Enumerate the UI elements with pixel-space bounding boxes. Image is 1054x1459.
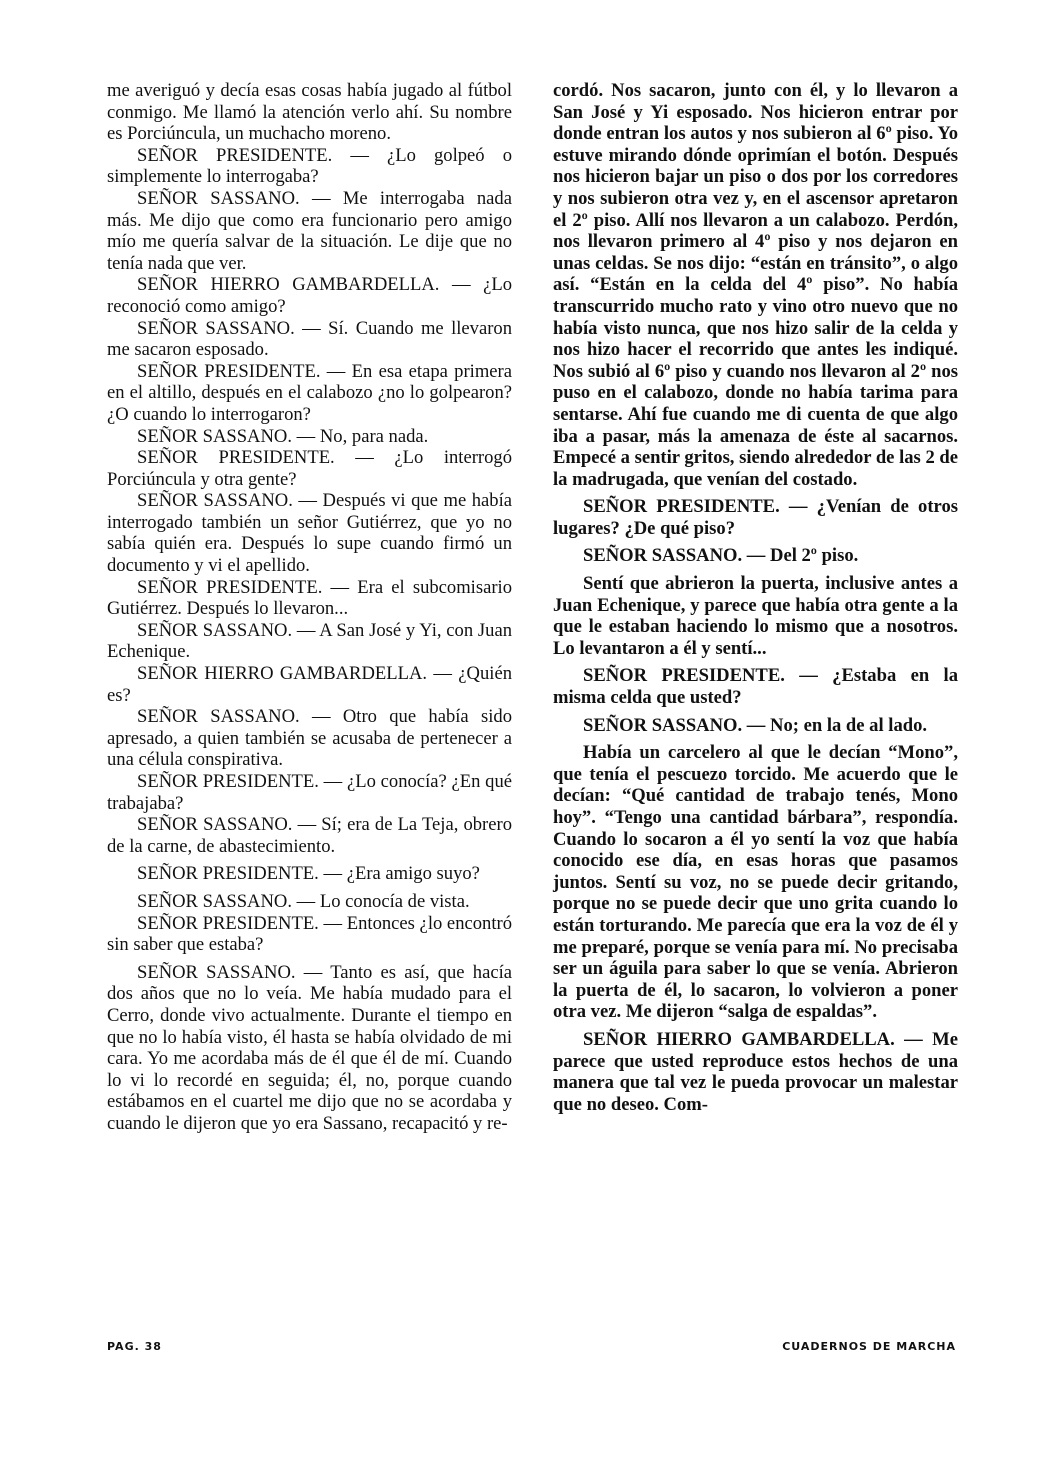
paragraph: Sentí que abrieron la puerta, inclusive antes a Juan Echenique, y parece que había otra gente a la que le estaban haciendo lo mismo que a nosotros. Lo levantaron a él y sentí...	[553, 573, 958, 659]
paragraph: SEÑOR PRESIDENTE. — ¿Estaba en la misma celda que usted?	[553, 665, 958, 709]
paragraph: cordó. Nos sacaron, junto con él, y lo llevaron a San José y Yi esposado. Nos hicieron entrar por donde entran los autos y nos subieron al 6º piso. Yo estuve mirando dónde oprimían el botón. Después nos hicieron bajar un piso o dos por los corredores y nos subieron otra vez y, en el ascensor apretaron el 2º piso. Allí nos llevaron a un calabozo. Perdón, nos llevaron primero al 4º piso y nos dejaron en unas celdas. Se nos dijo: “están en tránsito”, o algo así. “Están en la celda del 4º piso”. No había transcurrido mucho rato y vino otro nuevo que no había visto nunca, que nos hizo salir de la celda y nos hizo hacer el recorrido que antes les indiqué. Nos subió al 6º piso y cuando nos llevaron al 2º nos puso en el calabozo, donde no había tarima para sentarse. Ahí fue cuando me di cuenta de que algo iba a pasar, más la amenaza de éste al sacarnos. Empecé a sentir gritos, siendo alrededor de las 2 de la madrugada, que venían del costado.	[553, 80, 958, 490]
paragraph: SEÑOR HIERRO GAMBARDELLA. — ¿Lo reconoció como amigo?	[107, 274, 512, 317]
paragraph: SEÑOR HIERRO GAMBARDELLA. — Me parece que usted reproduce estos hechos de una manera que tal vez le pueda provocar un malestar que no deseo. Com-	[553, 1028, 958, 1115]
paragraph: SEÑOR PRESIDENTE. — ¿Lo interrogó Porciúncula y otra gente?	[107, 447, 512, 490]
left-column	[107, 80, 512, 1135]
paragraph: SEÑOR PRESIDENTE. — ¿Lo conocía? ¿En qué trabajaba?	[107, 771, 512, 814]
paragraph: SEÑOR SASSANO. — Sí; era de La Teja, obrero de la carne, de abastecimiento.	[107, 814, 512, 857]
paragraph: SEÑOR PRESIDENTE. — ¿Era amigo suyo?	[137, 863, 480, 885]
paragraph: SEÑOR SASSANO. — Me interrogaba nada más. Me dijo que como era funcionario pero amigo mío me quería salvar de la situación. Le dije que no tenía nada que ver.	[107, 187, 512, 274]
paragraph: SEÑOR PRESIDENTE. — Era el subcomisario Gutiérrez. Después lo llevaron...	[107, 576, 512, 620]
paragraph: SEÑOR SASSANO. — Tanto es así, que hacía dos años que no lo veía. Me había mudado para el Cerro, donde vivo actualmente. Durante el tiempo en que no lo había visto, él hasta se había olvidado de mi cara. Yo me acordaba más de él que él de mí. Cuando lo vi lo recordé en seguida; él, no, porque cuando estábamos en el cuartel me dijo que no se acordaba y cuando le dijeron que yo era Sassano, recapacitó y re-	[107, 961, 512, 1134]
paragraph: SEÑOR SASSANO. — Sí. Cuando me llevaron me sacaron esposado.	[107, 317, 512, 361]
paragraph: SEÑOR PRESIDENTE. — ¿Venían de otros lugares? ¿De qué piso?	[553, 496, 958, 539]
paragraph: SEÑOR PRESIDENTE. — ¿Lo golpeó o simplemente lo interrogaba?	[107, 144, 512, 188]
paragraph: me averiguó y decía esas cosas había jugado al fútbol conmigo. Me llamó la atención verlo ahí. Su nombre es Porciúncula, un muchacho moreno.	[107, 80, 512, 145]
paragraph: SEÑOR SASSANO. — No; en la de al lado.	[583, 714, 928, 736]
paragraph: Había un carcelero al que le decían “Mono”, que tenía el pescuezo torcido. Me acuerdo que le decían: “Qué cantidad de trabajo tenés, Mono hoy”. “Tengo una cantidad bárbara”, respondía. Cuando lo socaron a él yo sentí la voz que había conocido ese día, en esas horas que pasamos juntos. Sentí su voz, no se puede decir gritando, porque no se puede decir que uno grita cuando lo están torturando. Me parecía que era la voz de él y me preparé, porque se venía para mí. No precisaba ser un águila para saber lo que se venía. Abrieron la puerta de él, lo sacaron, lo volvieron a poner otra vez. Me dijeron “salga de espaldas”.	[553, 742, 958, 1023]
publication-name: CUADERNOS DE MARCHA	[782, 1340, 956, 1353]
paragraph: SEÑOR SASSANO. — Otro que había sido apresado, a quien también se acusaba de pertenecer a una célula conspirativa.	[107, 706, 512, 771]
paragraph: SEÑOR SASSANO. — Lo conocía de vista.	[137, 890, 470, 912]
right-column	[553, 80, 958, 1115]
paragraph: SEÑOR PRESIDENTE. — En esa etapa primera en el altillo, después en el calabozo ¿no lo golpearon? ¿O cuando lo interrogaron?	[107, 360, 512, 425]
paragraph: SEÑOR SASSANO. — Del 2º piso.	[583, 545, 859, 567]
page-number: PAG. 38	[107, 1340, 162, 1353]
paragraph: SEÑOR SASSANO. — No, para nada.	[137, 425, 429, 447]
paragraph: SEÑOR HIERRO GAMBARDELLA. — ¿Quién es?	[107, 663, 512, 706]
paragraph: SEÑOR SASSANO. — A San José y Yi, con Juan Echenique.	[107, 619, 512, 663]
paragraph: SEÑOR PRESIDENTE. — Entonces ¿lo encontró sin saber que estaba?	[107, 912, 512, 956]
paragraph: SEÑOR SASSANO. — Después vi que me había interrogado también un señor Gutiérrez, que yo no sabía quién era. Después lo supe cuando firmó un documento y vi el apellido.	[107, 490, 512, 577]
